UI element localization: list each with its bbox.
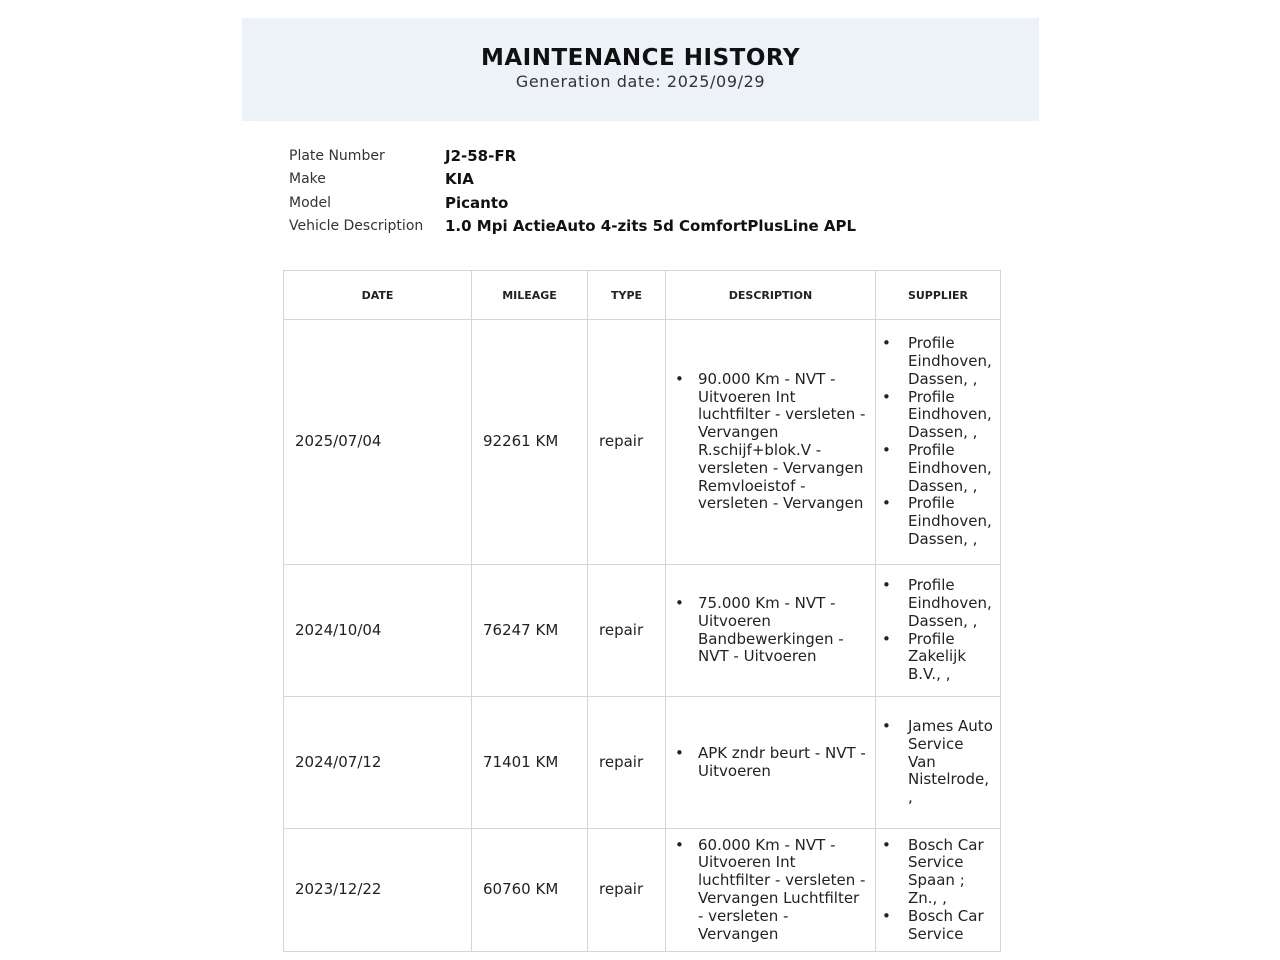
column-header-date: DATE: [284, 271, 472, 320]
cell-description: [666, 565, 876, 697]
page-title: MAINTENANCE HISTORY: [480, 45, 800, 71]
make-label: Make: [289, 171, 326, 188]
description-item: • 60.000 Km - NVT - Uitvoeren Int luchtfilter - versleten - Vervangen Luchtfilter - versleten - Vervangen: [674, 837, 869, 944]
vehicle-description-value: 1.0 Mpi ActieAuto 4-zits 5d ComfortPlusLine APL: [445, 217, 857, 236]
supplier-item: • Bosch Car Service: [880, 908, 994, 944]
make-value: KIA: [445, 170, 474, 189]
cell-type: repair: [588, 565, 666, 697]
supplier-item: • Profile Eindhoven, Dassen, ,: [880, 495, 994, 548]
supplier-item: • Bosch Car Service Spaan ; Zn., ,: [880, 837, 994, 908]
cell-type: repair: [588, 697, 666, 829]
supplier-item: • Profile Eindhoven, Dassen, ,: [880, 389, 994, 442]
plate-number-value: J2-58-FR: [445, 146, 517, 165]
column-header-type: TYPE: [588, 271, 666, 320]
cell-mileage: 76247 KM: [472, 565, 588, 697]
generation-date: Generation date: 2025/09/29: [515, 72, 766, 91]
description-item: • APK zndr beurt - NVT - Uitvoeren: [674, 745, 869, 781]
supplier-item: • Profile Eindhoven, Dassen, ,: [880, 577, 994, 630]
cell-date: 2025/07/04: [284, 320, 472, 565]
supplier-item: • Profile Eindhoven, Dassen, ,: [880, 442, 994, 495]
report-header: [242, 18, 1039, 121]
plate-number-label: Plate Number: [289, 147, 385, 164]
vehicle-info-row: [289, 168, 856, 192]
vehicle-info-row: [289, 191, 856, 215]
supplier-item: • James Auto Service Van Nistelrode, ,: [880, 718, 994, 807]
cell-type: repair: [588, 320, 666, 565]
cell-mileage: 60760 KM: [472, 829, 588, 952]
cell-description: [666, 320, 876, 565]
cell-supplier: [876, 697, 1001, 829]
cell-description: [666, 697, 876, 829]
description-item: • 90.000 Km - NVT - Uitvoeren Int luchtfilter - versleten - Vervangen R.schijf+blok.V - versleten - Vervangen Remvloeistof - versleten - Vervangen: [674, 371, 869, 513]
table-row: [284, 697, 1001, 829]
model-value: Picanto: [445, 193, 509, 212]
column-header-supplier: SUPPLIER: [876, 271, 1001, 320]
table-header-row: [284, 271, 1001, 320]
vehicle-info: [289, 144, 856, 238]
cell-type: repair: [588, 829, 666, 952]
cell-mileage: 92261 KM: [472, 320, 588, 565]
vehicle-description-label: Vehicle Description: [289, 218, 424, 235]
table-row: [284, 320, 1001, 565]
cell-supplier: [876, 829, 1001, 952]
supplier-item: • Profile Zakelijk B.V., ,: [880, 631, 994, 684]
cell-description: [666, 829, 876, 952]
vehicle-info-row: [289, 215, 856, 239]
table-row: [284, 565, 1001, 697]
cell-supplier: [876, 320, 1001, 565]
column-header-mileage: MILEAGE: [472, 271, 588, 320]
supplier-item: • Profile Eindhoven, Dassen, ,: [880, 335, 994, 388]
maintenance-table: [283, 270, 1001, 952]
cell-mileage: 71401 KM: [472, 697, 588, 829]
cell-date: 2024/07/12: [284, 697, 472, 829]
cell-date: 2023/12/22: [284, 829, 472, 952]
description-item: • 75.000 Km - NVT - Uitvoeren Bandbewerkingen - NVT - Uitvoeren: [674, 595, 869, 666]
model-label: Model: [289, 194, 332, 211]
table-row: [284, 829, 1001, 952]
cell-date: 2024/10/04: [284, 565, 472, 697]
cell-supplier: [876, 565, 1001, 697]
column-header-description: DESCRIPTION: [666, 271, 876, 320]
vehicle-info-row: [289, 144, 856, 168]
